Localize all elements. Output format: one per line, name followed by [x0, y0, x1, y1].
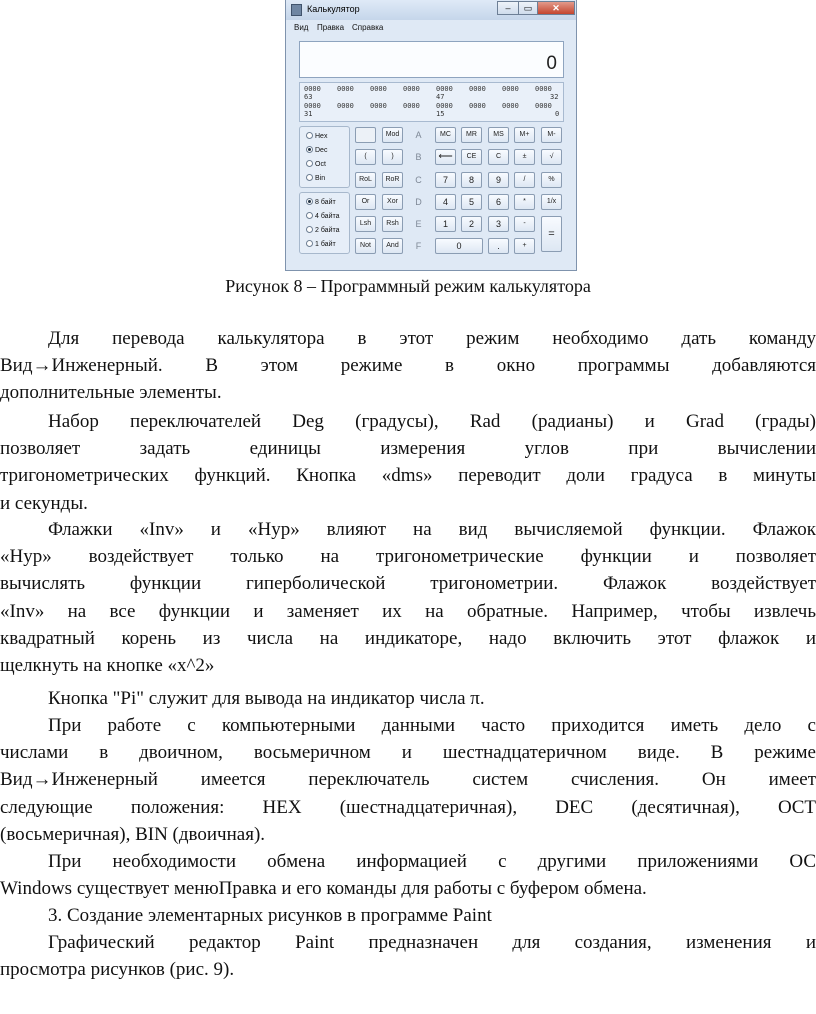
- bit-group: 0000: [535, 102, 552, 110]
- radio-bin[interactable]: Bin: [306, 174, 325, 184]
- calculator-display: [299, 41, 564, 78]
- add-key[interactable]: +: [514, 238, 535, 254]
- digit-8-key[interactable]: 8: [461, 172, 482, 188]
- decimal-point-key[interactable]: .: [488, 238, 509, 254]
- text-line: Для перевода калькулятора в этот режим необходимо дать команду: [48, 328, 816, 349]
- radio-icon: [306, 226, 313, 233]
- radio-selected-icon: [306, 146, 313, 153]
- bit-group: 0000: [304, 102, 321, 110]
- hex-b-key[interactable]: B: [415, 152, 422, 162]
- radio-icon: [306, 160, 313, 167]
- text-line: и секунды.: [0, 492, 88, 514]
- word-size-group: [299, 192, 350, 254]
- bit-group: 0000: [304, 85, 321, 93]
- m-minus-key[interactable]: M-: [541, 127, 562, 143]
- text-line: «Inv» на все функции и заменяет их на обратные. Например, чтобы извлечь: [0, 600, 816, 622]
- percent-key[interactable]: %: [541, 172, 562, 188]
- paragraph: [0, 902, 816, 929]
- digit-2-key[interactable]: 2: [461, 216, 482, 232]
- blank-key: [355, 127, 376, 143]
- paragraph: [0, 325, 816, 407]
- menu-edit[interactable]: Правка: [317, 23, 345, 32]
- not-key[interactable]: Not: [355, 238, 376, 254]
- paragraph: [0, 848, 816, 902]
- subtract-key[interactable]: -: [514, 216, 535, 232]
- ce-key[interactable]: CE: [461, 149, 482, 165]
- hex-f-key[interactable]: F: [415, 241, 422, 251]
- close-button[interactable]: ✕: [537, 1, 575, 15]
- m-plus-key[interactable]: M+: [514, 127, 535, 143]
- radio-word[interactable]: 2 байта: [306, 226, 340, 236]
- text-line: Вид→Инженерный. В этом режиме в окно программы добавляются: [0, 355, 816, 377]
- hex-c-key[interactable]: C: [415, 175, 422, 185]
- xor-key[interactable]: Xor: [382, 194, 403, 210]
- bit-group: 0000: [337, 102, 354, 110]
- text-line: 3. Создание элементарных рисунков в программе Paint: [48, 905, 492, 926]
- title-bar: [286, 0, 576, 20]
- close-paren-key[interactable]: ): [382, 149, 403, 165]
- text-line: «Hyp» воздействует только на тригонометрические функции и позволяет: [0, 546, 816, 568]
- digit-3-key[interactable]: 3: [488, 216, 509, 232]
- or-key[interactable]: Or: [355, 194, 376, 210]
- text-line: числами в двоичном, восьмеричном и шестнадцатеричном виде. В режиме: [0, 742, 816, 764]
- digit-0-key[interactable]: 0: [435, 238, 483, 254]
- text-line: Флажки «Inv» и «Hyp» влияют на вид вычисляемой функции. Флажок: [48, 519, 816, 540]
- backspace-key[interactable]: ⟵: [435, 149, 456, 165]
- text-line: (восьмеричная), BIN (двоичная).: [0, 823, 266, 845]
- figure-caption: Рисунок 8 – Программный режим калькулятора: [225, 276, 591, 296]
- hex-d-key[interactable]: D: [415, 197, 422, 207]
- radio-icon: [306, 240, 313, 247]
- calculator-window: [285, 0, 577, 271]
- plus-minus-key[interactable]: ±: [514, 149, 535, 165]
- divide-key[interactable]: /: [514, 172, 535, 188]
- text-line: Набор переключателей Deg (градусы), Rad (радианы) и Grad (грады): [48, 411, 816, 432]
- paragraph: [0, 929, 816, 983]
- rol-key[interactable]: RoL: [355, 172, 376, 188]
- bit-marker: 47: [436, 93, 445, 101]
- digit-1-key[interactable]: 1: [435, 216, 456, 232]
- menu-view[interactable]: Вид: [294, 23, 309, 32]
- display-value: 0: [546, 53, 557, 74]
- bit-group: 0000: [502, 85, 519, 93]
- digit-6-key[interactable]: 6: [488, 194, 509, 210]
- radio-dec[interactable]: Dec: [306, 146, 327, 156]
- digit-9-key[interactable]: 9: [488, 172, 509, 188]
- digit-5-key[interactable]: 5: [461, 194, 482, 210]
- paragraph: [0, 516, 816, 679]
- text-line: дополнительные элементы.: [0, 382, 222, 404]
- text-line: При необходимости обмена информацией с другими приложениями ОС: [48, 851, 816, 872]
- digit-7-key[interactable]: 7: [435, 172, 456, 188]
- lsh-key[interactable]: Lsh: [355, 216, 376, 232]
- bit-group: 0000: [370, 102, 387, 110]
- bit-group: 0000: [370, 85, 387, 93]
- bit-group: 0000: [469, 102, 486, 110]
- equals-key[interactable]: =: [541, 216, 562, 252]
- reciprocal-key[interactable]: 1/x: [541, 194, 562, 210]
- minimize-button[interactable]: –: [497, 1, 519, 15]
- radio-qword[interactable]: 8 байт: [306, 198, 336, 208]
- text-line: квадратный корень из числа на индикаторе, надо включить этот флажок и: [0, 627, 816, 649]
- bit-marker: 0: [555, 110, 560, 118]
- bit-group: 0000: [436, 102, 453, 110]
- text-line: тригонометрических функций. Кнопка «dms» переводит доли градуса в минуты: [0, 465, 816, 487]
- bit-marker: 63: [304, 93, 313, 101]
- open-paren-key[interactable]: (: [355, 149, 376, 165]
- bit-marker: 31: [304, 110, 313, 118]
- text-line: следующие положения: HEX (шестнадцатеричная), DEC (десятичная), OCT: [0, 796, 816, 818]
- radio-icon: [306, 132, 313, 139]
- paragraph: [0, 685, 816, 712]
- bit-display: [299, 82, 564, 122]
- text-line: Вид→Инженерный имеется переключатель систем счисления. Он имеет: [0, 769, 816, 791]
- text-line: При работе с компьютерными данными часто приходится иметь дело с: [48, 715, 816, 736]
- and-key[interactable]: And: [382, 238, 403, 254]
- bit-group: 0000: [337, 85, 354, 93]
- menu-help[interactable]: Справка: [352, 23, 384, 32]
- text-line: Windows существует менюПравка и его команды для работы с буфером обмена.: [0, 878, 647, 900]
- calculator-app-icon: [291, 4, 302, 16]
- text-line: вычислять функции гиперболической тригонометрии. Флажок воздействует: [0, 573, 816, 595]
- mr-key[interactable]: MR: [461, 127, 482, 143]
- hex-a-key[interactable]: A: [415, 130, 422, 140]
- bit-group: 0000: [436, 85, 453, 93]
- text-line: позволяет задать единицы измерения углов при вычислении: [0, 438, 816, 460]
- bit-group: 0000: [469, 85, 486, 93]
- clear-key[interactable]: C: [488, 149, 509, 165]
- radio-oct[interactable]: Oct: [306, 160, 326, 170]
- maximize-button[interactable]: ▭: [518, 1, 538, 15]
- number-system-group: [299, 126, 350, 188]
- text-line: Кнопка "Pi" служит для вывода на индикатор числа π.: [48, 688, 485, 709]
- radio-selected-icon: [306, 198, 313, 205]
- paragraph: [0, 408, 816, 517]
- radio-byte[interactable]: 1 байт: [306, 240, 336, 250]
- multiply-key[interactable]: *: [514, 194, 535, 210]
- sqrt-key[interactable]: √: [541, 149, 562, 165]
- ms-key[interactable]: MS: [488, 127, 509, 143]
- bit-marker: 15: [436, 110, 445, 118]
- window-title: Калькулятор: [307, 4, 360, 14]
- mc-key[interactable]: MC: [435, 127, 456, 143]
- text-line: щелкнуть на кнопке «x^2»: [0, 654, 215, 676]
- text-line: просмотра рисунков (рис. 9).: [0, 959, 235, 981]
- text-line: Графический редактор Paint предназначен для создания, изменения и: [48, 932, 816, 953]
- digit-4-key[interactable]: 4: [435, 194, 456, 210]
- hex-e-key[interactable]: E: [415, 219, 422, 229]
- menu-bar: [286, 21, 576, 35]
- radio-hex[interactable]: Hex: [306, 132, 327, 142]
- radio-icon: [306, 212, 313, 219]
- radio-icon: [306, 174, 313, 181]
- bit-group: 0000: [502, 102, 519, 110]
- ror-key[interactable]: RoR: [382, 172, 403, 188]
- mod-key[interactable]: Mod: [382, 127, 403, 143]
- bit-group: 0000: [535, 85, 552, 93]
- rsh-key[interactable]: Rsh: [382, 216, 403, 232]
- paragraph: [0, 712, 816, 848]
- bit-marker: 32: [550, 93, 559, 101]
- radio-dword[interactable]: 4 байта: [306, 212, 340, 222]
- bit-group: 0000: [403, 85, 420, 93]
- bit-group: 0000: [403, 102, 420, 110]
